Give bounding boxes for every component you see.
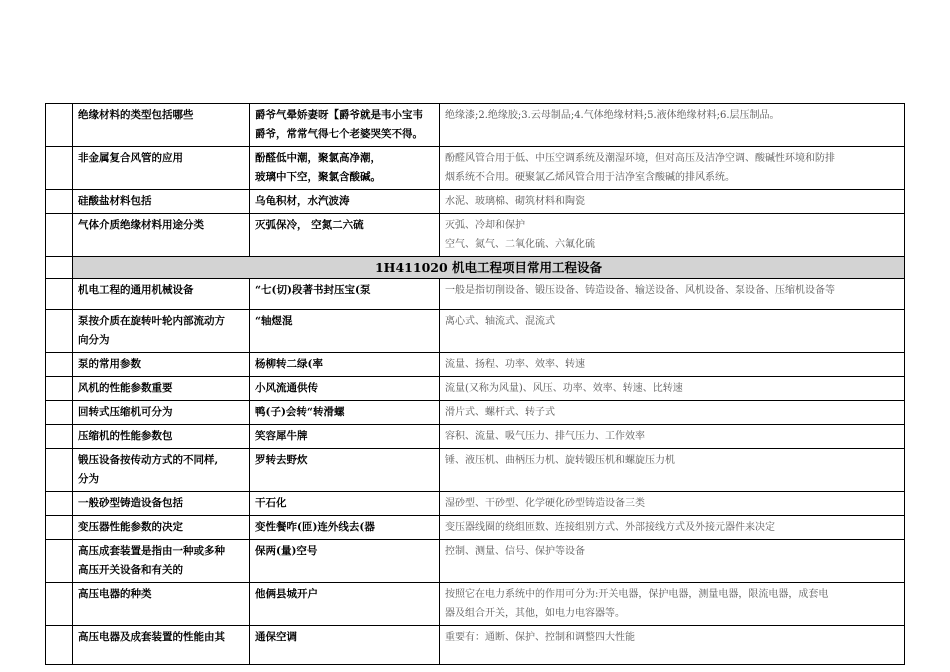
mnemonic-cell-line: 干石化 xyxy=(255,497,287,509)
index-cell xyxy=(46,377,73,401)
question-cell-line: 高压开关设备和有关的 xyxy=(78,564,183,576)
question-cell xyxy=(73,310,250,353)
table-row xyxy=(46,626,905,665)
question-cell-line: 气体介质绝缘材料用途分类 xyxy=(78,219,204,231)
answer-cell xyxy=(440,377,905,401)
mnemonic-cell-line: 他俩县城开户 xyxy=(255,588,318,600)
answer-cell-line: 空气、氮气、二氧化硫、六氟化硫 xyxy=(445,239,595,250)
question-cell-line: 绝缘材料的类型包括哪些 xyxy=(78,109,194,121)
question-cell-line: 高压电器的种类 xyxy=(78,588,152,600)
answer-cell-line: 湿砂型、干砂型、化学硬化砂型铸造设备三类 xyxy=(445,498,645,509)
answer-cell-line: 滑片式、螺杆式、转子式 xyxy=(445,407,555,418)
answer-cell-line: 一般是指切削设备、锻压设备、铸造设备、输送设备、风机设备、泵设备、压缩机设备等 xyxy=(445,285,835,296)
question-cell xyxy=(73,104,250,147)
question-cell xyxy=(73,214,250,257)
answer-cell-line: 变压器线圈的绕组匝数、连接组别方式、外部接线方式及外接元器件来决定 xyxy=(445,522,775,533)
section-title: 1H411020 机电工程项目常用工程设备 xyxy=(73,257,905,279)
question-cell-line: 高压电器及成套装置的性能由其 xyxy=(78,631,225,643)
answer-cell-line: 水泥、玻璃棉、砌筑材料和陶瓷 xyxy=(445,196,585,207)
table-row xyxy=(46,147,905,190)
index-cell xyxy=(46,401,73,425)
answer-cell xyxy=(440,190,905,214)
mnemonic-cell-line: “七(切)段著书封压宝(泵 xyxy=(255,284,371,296)
question-cell xyxy=(73,377,250,401)
index-cell xyxy=(46,449,73,492)
answer-cell-line: 器及组合开关，其他，如电力电容器等。 xyxy=(445,608,625,619)
question-cell xyxy=(73,190,250,214)
index-cell xyxy=(46,516,73,540)
question-cell-line: 硅酸盐材料包括 xyxy=(78,195,152,207)
table-row xyxy=(46,401,905,425)
mnemonic-cell-line: 乌龟积材，水汽波涛 xyxy=(255,195,350,207)
index-cell xyxy=(46,310,73,353)
mnemonic-cell-line: 灭弧保冷， 空氮二六硫 xyxy=(255,219,364,231)
question-cell xyxy=(73,279,250,310)
answer-cell-line: 容积、流量、吸气压力、排气压力、工作效率 xyxy=(445,431,645,442)
mnemonic-cell xyxy=(250,492,440,516)
answer-cell-line: 绝缘漆;2.绝缘胶;3.云母制品;4.气体绝缘材料;5.液体绝缘材料;6.层压制品。 xyxy=(445,110,780,121)
mnemonic-cell xyxy=(250,449,440,492)
answer-cell-line: 灭弧、冷却和保护 xyxy=(445,220,525,231)
mnemonic-cell xyxy=(250,310,440,353)
question-cell xyxy=(73,353,250,377)
question-cell-line: 向分为 xyxy=(78,334,110,346)
answer-cell-line: 烟系统不合用。硬聚氯乙烯风管合用于洁净室含酸碱的排风系统。 xyxy=(445,172,735,183)
question-cell-line: 泵按介质在旋转叶轮内部流动方 xyxy=(78,315,225,327)
question-cell xyxy=(73,147,250,190)
mnemonic-cell xyxy=(250,425,440,449)
question-cell xyxy=(73,540,250,583)
mnemonic-cell-line: 保两(量)空号 xyxy=(255,545,318,557)
table-row xyxy=(46,190,905,214)
answer-cell xyxy=(440,104,905,147)
mnemonic-cell xyxy=(250,377,440,401)
index-cell xyxy=(46,279,73,310)
question-cell-line: 机电工程的通用机械设备 xyxy=(78,284,194,296)
mnemonic-cell xyxy=(250,540,440,583)
answer-cell-line: 流量、扬程、功率、效率、转速 xyxy=(445,359,585,370)
answer-cell xyxy=(440,147,905,190)
question-cell xyxy=(73,401,250,425)
mnemonic-cell xyxy=(250,147,440,190)
mnemonic-cell-line: 酚醛低中潮，聚氯高净潮， xyxy=(255,152,381,164)
index-cell xyxy=(46,104,73,147)
answer-cell xyxy=(440,310,905,353)
index-cell xyxy=(46,425,73,449)
mnemonic-cell xyxy=(250,279,440,310)
mnemonic-cell-line: “轴煜混 xyxy=(255,315,293,327)
answer-cell xyxy=(440,353,905,377)
mnemonic-cell xyxy=(250,516,440,540)
mnemonic-cell xyxy=(250,190,440,214)
index-cell xyxy=(46,147,73,190)
index-cell xyxy=(46,353,73,377)
mnemonic-cell xyxy=(250,583,440,626)
answer-cell xyxy=(440,492,905,516)
answer-cell xyxy=(440,214,905,257)
question-cell xyxy=(73,492,250,516)
mnemonic-cell xyxy=(250,626,440,665)
table-row xyxy=(46,104,905,147)
table-row xyxy=(46,279,905,310)
mnemonic-cell xyxy=(250,104,440,147)
question-cell xyxy=(73,626,250,665)
answer-cell xyxy=(440,540,905,583)
answer-cell-line: 流量(又称为风量)、风压、功率、效率、转速、比转速 xyxy=(445,383,683,394)
answer-cell xyxy=(440,449,905,492)
mnemonic-cell-line: 爵爷气晕娇妻呀【爵爷就是韦小宝韦 xyxy=(255,109,423,121)
mnemonic-cell xyxy=(250,214,440,257)
answer-cell xyxy=(440,516,905,540)
table-row xyxy=(46,214,905,257)
mnemonic-cell-line: 鸭(子)会转“转滑螺 xyxy=(255,406,345,418)
question-cell-line: 变压器性能参数的决定 xyxy=(78,521,183,533)
answer-cell-line: 重要有：通断、保护、控制和调整四大性能 xyxy=(445,632,635,643)
answer-cell-line: 锤、液压机、曲柄压力机、旋转锻压机和螺旋压力机 xyxy=(445,455,675,466)
index-cell xyxy=(46,583,73,626)
index-cell xyxy=(46,214,73,257)
index-cell xyxy=(46,190,73,214)
mnemonic-cell-line: 笑容犀牛牌 xyxy=(255,430,308,442)
question-cell xyxy=(73,425,250,449)
question-cell-line: 非金属复合风管的应用 xyxy=(78,152,183,164)
table-row xyxy=(46,310,905,353)
question-cell-line: 泵的常用参数 xyxy=(78,358,141,370)
answer-cell-line: 按照它在电力系统中的作用可分为:开关电器，保护电器，测量电器，限流电器，成套电 xyxy=(445,589,829,600)
mnemonic-cell-line: 通保空调 xyxy=(255,631,297,643)
table-row xyxy=(46,425,905,449)
index-cell xyxy=(46,257,73,279)
question-cell xyxy=(73,516,250,540)
mnemonic-cell-line: 变性餐咋(匝)连外线去(器 xyxy=(255,521,375,533)
table-row xyxy=(46,540,905,583)
answer-cell-line: 控制、测量、信号、保护等设备 xyxy=(445,546,585,557)
question-cell-line: 锻压设备按传动方式的不同样, xyxy=(78,454,219,466)
question-cell-line: 高压成套装置是指由一种或多种 xyxy=(78,545,225,557)
question-cell-line: 回转式压缩机可分为 xyxy=(78,406,173,418)
index-cell xyxy=(46,492,73,516)
answer-cell xyxy=(440,279,905,310)
mnemonic-cell xyxy=(250,401,440,425)
question-cell-line: 一般砂型铸造设备包括 xyxy=(78,497,183,509)
table-row xyxy=(46,492,905,516)
question-cell-line: 分为 xyxy=(78,473,99,485)
table-row xyxy=(46,516,905,540)
table-row xyxy=(46,353,905,377)
section-row xyxy=(46,257,905,279)
index-cell xyxy=(46,626,73,665)
mnemonic-cell-line: 小风流通供传 xyxy=(255,382,318,394)
notes-table xyxy=(45,103,905,665)
question-cell xyxy=(73,449,250,492)
answer-cell xyxy=(440,425,905,449)
answer-cell-line: 酚醛风管合用于低、中压空调系统及潮湿环境，但对高压及洁净空调、酸碱性环境和防排 xyxy=(445,153,835,164)
mnemonic-cell-line: 罗转去野炊 xyxy=(255,454,308,466)
mnemonic-cell-line: 玻璃中下空，聚氯含酸碱。 xyxy=(255,171,381,183)
table-row xyxy=(46,377,905,401)
answer-cell-line: 离心式、轴流式、混流式 xyxy=(445,316,555,327)
answer-cell xyxy=(440,583,905,626)
table-row xyxy=(46,583,905,626)
answer-cell xyxy=(440,401,905,425)
answer-cell xyxy=(440,626,905,665)
question-cell-line: 风机的性能参数重要 xyxy=(78,382,173,394)
mnemonic-cell-line: 杨柳转二绿(率 xyxy=(255,358,323,370)
mnemonic-cell-line: 爵爷，常常气得七个老婆哭笑不得。 xyxy=(255,128,423,140)
index-cell xyxy=(46,540,73,583)
mnemonic-cell xyxy=(250,353,440,377)
question-cell xyxy=(73,583,250,626)
table-row xyxy=(46,449,905,492)
question-cell-line: 压缩机的性能参数包 xyxy=(78,430,173,442)
